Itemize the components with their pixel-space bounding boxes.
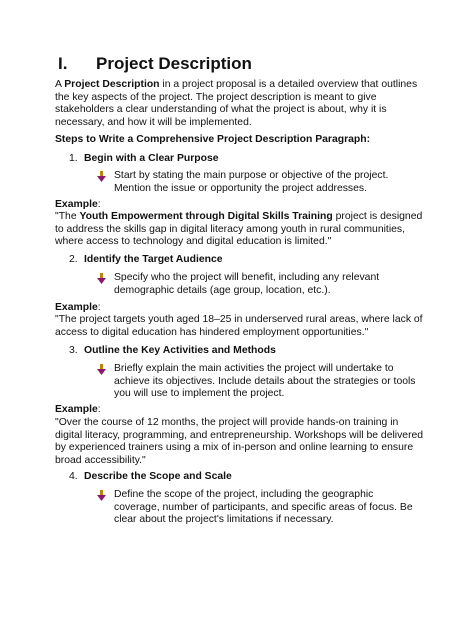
bullet-text: Specify who the project will benefit, including any relevant demographic details (age group, location, etc.). (114, 272, 380, 296)
step-3-bullet (97, 363, 417, 401)
section-number: I. (58, 54, 68, 73)
section-heading (58, 54, 252, 74)
steps-title: Steps to Write a Comprehensive Project Description Paragraph: (55, 134, 371, 145)
step-title: Describe the Scope and Scale (84, 471, 232, 482)
down-arrow-bullet-icon (97, 171, 106, 182)
step-3-example-label (55, 404, 101, 415)
step-title: Outline the Key Activities and Methods (84, 345, 276, 356)
step-1-heading (69, 153, 219, 164)
step-number: 1. (69, 153, 78, 164)
example-label-text: Example (55, 199, 98, 210)
down-arrow-bullet-icon (97, 273, 106, 284)
step-1-bullet (97, 170, 417, 195)
bullet-text: Start by stating the main purpose or objective of the project. Mention the issue or opportunity the project addresses. (114, 170, 389, 194)
down-arrow-bullet-icon (97, 490, 106, 501)
example-label-text: Example (55, 404, 98, 415)
step-1-example-quote (55, 211, 425, 249)
step-number: 2. (69, 254, 78, 265)
step-number: 3. (69, 345, 78, 356)
step-number: 4. (69, 471, 78, 482)
intro-bold-term: Project Description (64, 79, 160, 90)
step-2-heading (69, 254, 223, 265)
step-2-example-quote (55, 314, 425, 339)
step-title: Identify the Target Audience (84, 254, 223, 265)
example-label-colon: : (97, 302, 101, 313)
example-label-colon: : (97, 404, 101, 415)
step-1-example-label (55, 199, 101, 210)
step-2-example-label (55, 302, 101, 313)
step-4-heading (69, 471, 232, 482)
example-label-text: Example (55, 302, 98, 313)
step-title: Begin with a Clear Purpose (84, 153, 219, 164)
intro-paragraph (55, 79, 427, 129)
section-title: Project Description (96, 54, 252, 73)
bullet-text: Define the scope of the project, including the geographic coverage, number of participants, and specific areas of focus. Be clear about the project's limitations if necessary. (114, 489, 413, 525)
bullet-text: Briefly explain the main activities the project will undertake to achieve its objectives. Include details about the strategies or tools you will use to implement the project. (114, 363, 416, 399)
step-2-bullet (97, 272, 417, 297)
step-3-example-quote (55, 417, 425, 467)
quote-text-start: "The (55, 211, 80, 222)
intro-text-rest: in a project proposal is a detailed overview that outlines the key aspects of the project. The project description is meant to give stakeholders a clear understanding of what the project is about, why it is necessary, and how it will be implemented. (55, 79, 418, 128)
quote-text: "The project targets youth aged 18–25 in underserved rural areas, where lack of access to digital education has hindered employment opportunities." (55, 314, 423, 338)
down-arrow-bullet-icon (97, 364, 106, 375)
quote-text-rest: project is designed to address the skills gap in digital literacy among youth in rural communities, where access to technology and digital education is limited." (55, 211, 423, 247)
step-4-bullet (97, 489, 417, 527)
quote-text: "Over the course of 12 months, the project will provide hands-on training in digital literacy, programming, and entrepreneurship. Workshops will be delivered by experienced trainers using a mix of in-person and online learning to ensure broad accessibility." (55, 417, 424, 466)
step-3-heading (69, 345, 276, 356)
quote-bold-project: Youth Empowerment through Digital Skills Training (79, 211, 333, 222)
intro-text-start: A (55, 79, 65, 90)
example-label-colon: : (97, 199, 101, 210)
